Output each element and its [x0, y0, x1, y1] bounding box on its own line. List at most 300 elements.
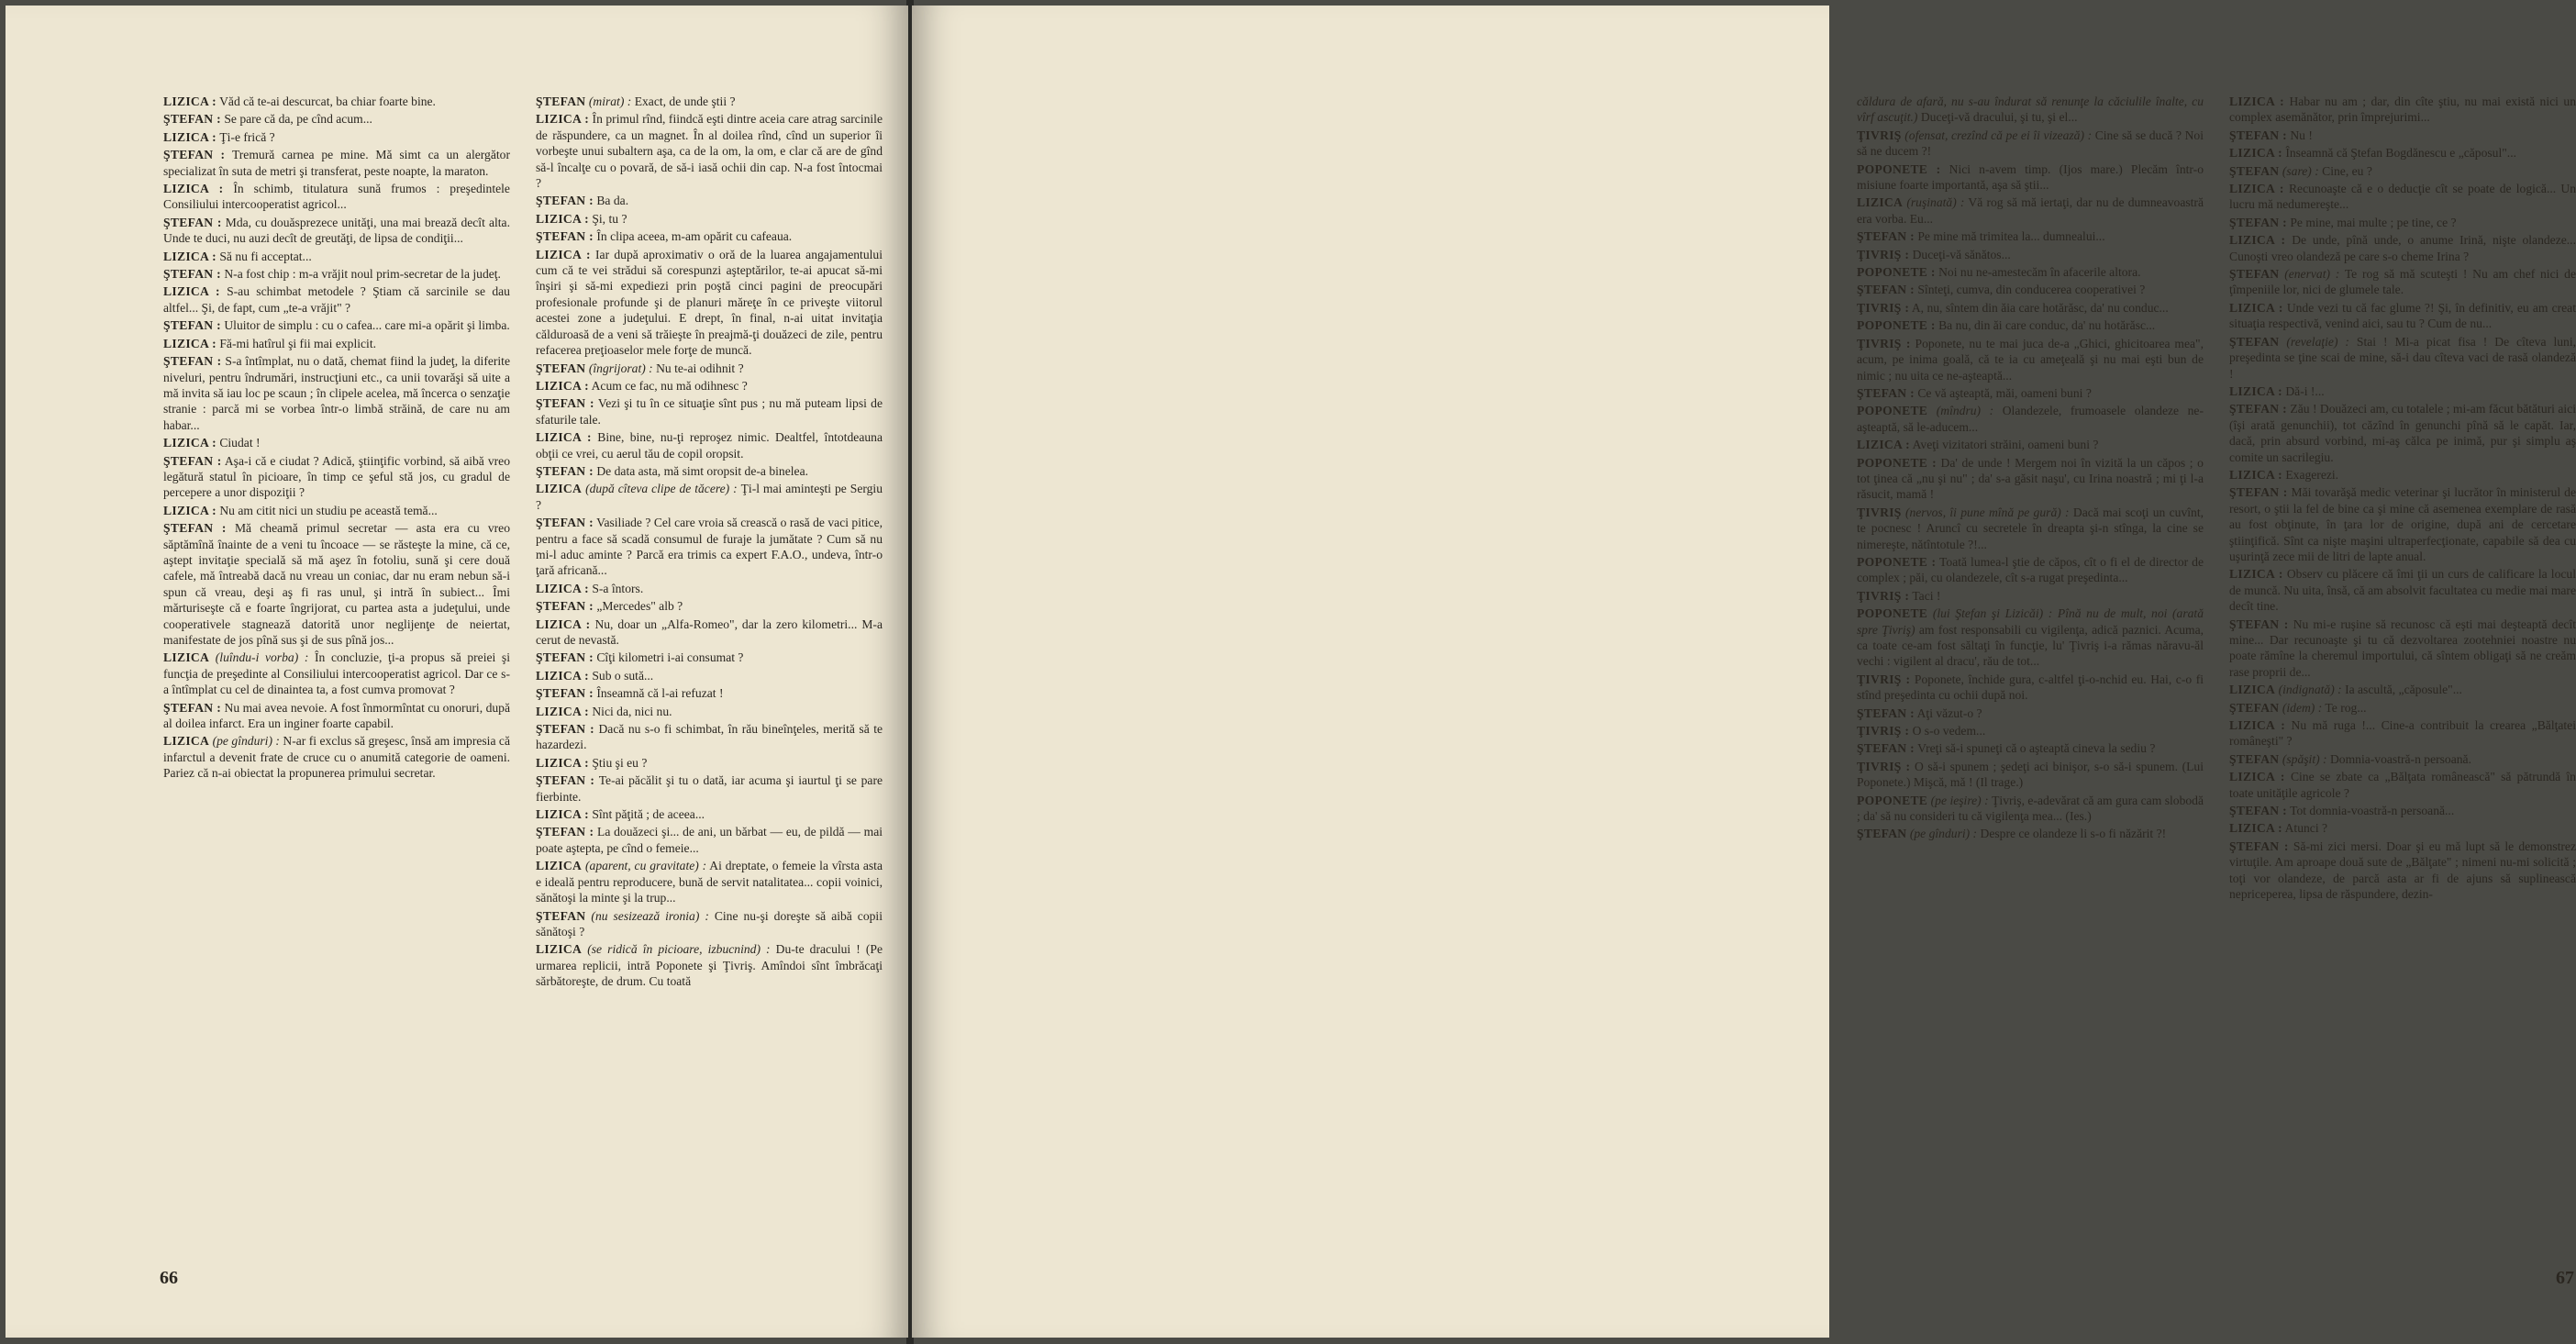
dialogue-line	[163, 503, 510, 518]
speaker-name: ŞTEFAN :	[2229, 616, 2289, 631]
dialogue-text: De data asta, mă simt oropsit de-a binelea.	[596, 463, 808, 478]
dialogue-line	[163, 453, 510, 501]
dialogue-line	[163, 94, 510, 109]
speaker-name: LIZICA :	[163, 284, 220, 299]
dialogue-line	[1857, 793, 2204, 825]
dialogue-text: Bine, bine, nu-ţi reproşez nimic. Dealtfel, întotdeauna obţii ce vrei, cu aerul tău de copil oropsit.	[536, 430, 883, 461]
speaker-name: ŞTEFAN :	[2229, 804, 2287, 818]
speaker-name: LIZICA :	[2229, 821, 2282, 836]
speaker-name: LIZICA :	[536, 112, 590, 127]
dialogue-line	[1857, 128, 2204, 160]
dialogue-text: Cine nu-şi doreşte să aibă copii sănătoşi ?	[536, 908, 883, 939]
dialogue-text: În clipa aceea, m-am opărit cu cafeaua.	[596, 229, 793, 244]
stage-direction: (nu sesizează ironia) :	[591, 908, 709, 923]
dialogue-text: Noi nu ne-amestecăm în afacerile altora.	[1938, 265, 2141, 280]
speaker-name: LIZICA :	[163, 129, 217, 144]
dialogue-line	[2229, 266, 2576, 298]
dialogue-text: Acum ce fac, nu mă odihnesc ?	[591, 378, 748, 393]
speaker-name: ŞTEFAN :	[163, 148, 226, 162]
dialogue-line	[1857, 455, 2204, 503]
dialogue-text: Văd că te-ai descurcat, ba chiar foarte bine.	[219, 94, 436, 108]
speaker-name: ŞTEFAN :	[536, 825, 594, 839]
dialogue-line	[163, 111, 510, 127]
dialogue-text: O s-o vedem...	[1912, 724, 1986, 739]
speaker-name: ŞTEFAN	[1857, 827, 1907, 841]
dialogue-text: Cîţi kilometri i-ai consumat ?	[596, 650, 744, 665]
left-page	[6, 6, 908, 1338]
dialogue-line	[536, 193, 883, 208]
dialogue-line	[163, 215, 510, 247]
dialogue-text: Ba nu, din ăi care conduc, da' nu hotărăsc...	[1938, 318, 2156, 333]
speaker-name: ŞTEFAN :	[536, 396, 594, 411]
speaker-name: LIZICA :	[536, 704, 589, 718]
dialogue-text: Ia ascultă, „căposule"...	[2345, 683, 2462, 697]
dialogue-line	[1857, 336, 2204, 383]
speaker-name: ŞTEFAN	[536, 94, 586, 108]
stage-direction: (pe ieşire) :	[1930, 793, 1989, 807]
dialogue-text: Nu mi-e ruşine să recunosc că eşti mai deşteaptă decît mine... Dar recunoaşte şi tu că dezvoltarea zootehniei noastre nu poate rămîne la cheremul importului, că sîntem obligaţi să ne creăm rase proprii de...	[2229, 616, 2576, 679]
stage-direction: (enervat) :	[2284, 267, 2340, 282]
speaker-name: LIZICA	[536, 942, 583, 957]
dialogue-line	[2229, 128, 2576, 143]
speaker-name: LIZICA	[163, 650, 210, 665]
dialogue-line	[163, 700, 510, 732]
dialogue-text: S-a întors.	[592, 581, 644, 595]
speaker-name: ŞTEFAN :	[2229, 128, 2287, 142]
speaker-name: ŢIVRIŞ :	[1857, 300, 1910, 315]
dialogue-line	[536, 515, 883, 579]
dialogue-line	[1857, 554, 2204, 586]
dialogue-text: Să nu fi acceptat...	[219, 249, 312, 263]
dialogue-text: S-a întîmplat, nu o dată, chemat fiind la judeţ, la diferite niveluri, pentru îndrumări, instrucţiuni etc., ca unii tovarăşi să uite a mă invita să iau loc pe scaun ; în clipele acelea, mă încerca o senzaţie stranie : parcă mi se vorbea într-o limbă străină, de care nu am habar...	[163, 354, 510, 432]
dialogue-text: Ţi-e frică ?	[219, 129, 275, 144]
dialogue-text: Domnia-voastră-n persoană.	[2329, 751, 2471, 766]
speaker-name: LIZICA :	[536, 430, 592, 445]
dialogue-line	[2229, 616, 2576, 681]
right-page	[912, 6, 2576, 1338]
speaker-name: ŞTEFAN :	[163, 318, 221, 333]
dialogue-text: Vreţi să-i spuneţi că o aşteaptă cineva la sediu ?	[1917, 741, 2156, 756]
dialogue-text: Dacă nu s-o fi schimbat, în rău bineînţeles, merită să te hazardezi.	[536, 722, 883, 752]
dialogue-line	[163, 353, 510, 433]
dialogue-text: Zău ! Douăzeci am, cu totalele ; mi-am făcut bătături aici (îşi arată genunchii), tot căzînd în genunchi pînă să le capăt. Iar, dacă, prin absurd vorbind, mi-aş călca pe inimă, pur şi simplu aş comite un sacrilegiu.	[2229, 402, 2576, 464]
stage-direction: (se ridică în picioare, izbucnind) :	[587, 942, 771, 957]
speaker-name: ŞTEFAN :	[2229, 485, 2288, 500]
speaker-name: ŞTEFAN	[2229, 267, 2280, 282]
dialogue-text: Tot domnia-voastră-n persoană...	[2290, 804, 2455, 818]
dialogue-text: Dacă mai scoţi un cuvînt, te pocnesc ! Aruncî cu secretele în dreapta şi-n stînga, la cine se nimereşte, nătîntotule ?!...	[1857, 505, 2204, 551]
dialogue-text: Sînt păţită ; de aceea...	[592, 807, 705, 822]
dialogue-line	[1857, 194, 2204, 227]
dialogue-line	[2229, 181, 2576, 213]
dialogue-text: Mă cheamă primul secretar — asta era cu vreo săptămînă înainte de a veni tu încoace — se răsteşte la mine, că ce, aştept invitaţie specială să mă aşez în fotoliu, sună şi cere două cafele, mă întreabă dacă nu vreau un coniac, dar nu eram nebun să-i spun că vreau, deşi aş fi ras unul, şi intră în subiect... Îmi mărturiseşte că e foarte îngrijorat, cu partea asta a judeţului, unde cooperativele stagnează datorită unor neglijenţe de neiertat, manifestate de jos pînă sus şi de sus pînă jos...	[163, 521, 510, 647]
speaker-name: ŞTEFAN	[2229, 334, 2280, 349]
speaker-name: LIZICA :	[1857, 438, 1910, 452]
speaker-name: LIZICA :	[2229, 383, 2282, 398]
dialogue-line	[1857, 759, 2204, 791]
dialogue-text: Observ cu plăcere că îmi ţii un curs de calificare la locul de muncă. Nu uita, însă, că am absolvit facultatea cu medie mai mare decît tine.	[2229, 567, 2576, 614]
dialogue-line	[2229, 145, 2576, 161]
dialogue-line	[163, 181, 510, 213]
speaker-name: ŞTEFAN :	[536, 463, 594, 478]
dialogue-text: Dă-i !...	[2285, 383, 2325, 398]
speaker-name: ŞTEFAN :	[1857, 741, 1915, 756]
dialogue-text: Cine să se ducă ? Noi să ne ducem ?!	[1857, 128, 2204, 159]
dialogue-line	[1857, 588, 2204, 604]
speaker-name: POPONETE	[1857, 606, 1928, 621]
speaker-name: LIZICA :	[536, 581, 589, 595]
stage-direction: (pe gînduri) :	[212, 734, 280, 749]
speaker-name: LIZICA	[163, 734, 210, 749]
speaker-name: POPONETE :	[1857, 554, 1937, 569]
dialogue-line	[1857, 161, 2204, 194]
dialogue-line	[1857, 723, 2204, 739]
speaker-name: LIZICA :	[163, 436, 217, 450]
dialogue-line	[163, 249, 510, 264]
stage-direction: (revelaţie) :	[2286, 334, 2349, 349]
dialogue-line	[163, 283, 510, 316]
dialogue-line	[2229, 300, 2576, 332]
dialogue-line	[2229, 717, 2576, 750]
dialogue-text: Sub o sută...	[592, 668, 654, 683]
dialogue-line	[1857, 505, 2204, 552]
speaker-name: ŞTEFAN :	[163, 267, 221, 282]
dialogue-text: Cine, eu ?	[2322, 163, 2372, 178]
dialogue-text: Exact, de unde ştii ?	[634, 94, 736, 108]
dialogue-line	[536, 111, 883, 191]
dialogue-line	[536, 378, 883, 394]
speaker-name: LIZICA :	[2229, 770, 2285, 784]
speaker-name: ŢIVRIŞ	[1857, 505, 1902, 519]
dialogue-line	[163, 266, 510, 282]
dialogue-text: Recunoaşte că e o deducţie cît se poate de logică... Un lucru mă nedumereşte...	[2229, 182, 2576, 212]
dialogue-line	[1857, 403, 2204, 435]
speaker-name: ŞTEFAN :	[536, 773, 595, 788]
speaker-name: LIZICA :	[536, 378, 589, 393]
speaker-name: ŞTEFAN :	[163, 453, 222, 468]
dialogue-text: Olandezele, frumoasele olandeze ne-aşteaptă, să le-aducem...	[1857, 404, 2204, 434]
speaker-name: ŢIVRIŞ :	[1857, 247, 1910, 261]
speaker-name: ŞTEFAN :	[536, 516, 594, 530]
dialogue-text: O să-i spunem ; şedeţi aci binişor, s-o să-i spunem. (Lui Poponete.) Mişcă, mă ! (Il trage.)	[1857, 759, 2204, 790]
speaker-name: LIZICA :	[163, 503, 217, 517]
speaker-name: ŞTEFAN :	[1857, 385, 1915, 400]
dialogue-text: S-au schimbat metodele ? Ştiam că sarcinile se dau altfel... Şi, de fapt, cum „te-a vrăjit" ?	[163, 284, 510, 315]
speaker-name: ŞTEFAN	[536, 361, 586, 375]
speaker-name: LIZICA	[2229, 683, 2276, 697]
dialogue-line	[536, 429, 883, 461]
stage-direction: (spăşit) :	[2282, 751, 2327, 766]
speaker-name: ŞTEFAN :	[163, 521, 227, 536]
speaker-name: LIZICA :	[163, 249, 217, 263]
speaker-name: LIZICA :	[536, 616, 591, 631]
dialogue-text: Pe mine mă trimitea la... dumnealui...	[1917, 229, 2105, 244]
dialogue-line	[163, 336, 510, 351]
dialogue-text: Sînteţi, cumva, din conducerea cooperativei ?	[1917, 283, 2146, 297]
speaker-name: ŢIVRIŞ :	[1857, 588, 1910, 603]
speaker-name: ŞTEFAN :	[536, 229, 594, 244]
speaker-name: ŢIVRIŞ :	[1857, 759, 1911, 773]
stage-direction: (ofensat, crezînd că pe ei îi vizează) :	[1904, 128, 2093, 142]
dialogue-line	[536, 772, 883, 805]
dialogue-text: Poponete, nu te mai juca de-a „Ghici, ghicitoarea mea", acum, pe inima goală, că te ia cu ameţeală şi nu mai eşti bun de nimic ; nu uita ce ne-aşteaptă...	[1857, 336, 2204, 383]
stage-direction: (îngrijorat) :	[588, 361, 653, 375]
speaker-name: LIZICA :	[2229, 567, 2283, 582]
dialogue-line	[163, 650, 510, 697]
dialogue-text: În schimb, titulatura sună frumos : preşedintele Consiliului intercooperatist agricol...	[163, 182, 510, 212]
dialogue-line	[536, 824, 883, 856]
dialogue-line	[163, 317, 510, 333]
stage-direction: (mirat) :	[588, 94, 632, 108]
speaker-name: LIZICA :	[2229, 146, 2282, 161]
dialogue-line	[2229, 820, 2576, 836]
dialogue-line	[536, 668, 883, 683]
speaker-name: ŞTEFAN :	[536, 599, 594, 614]
dialogue-text: N-ar fi exclus să greşesc, însă am impresia că infarctul a devenit frate de cruce cu o anumită categorie de oameni. Pariez că n-ai obiectat la propunerea primului secretar.	[163, 734, 511, 781]
speaker-name: LIZICA :	[2229, 467, 2282, 482]
dialogue-line	[536, 247, 883, 359]
dialogue-text: Aşa-i că e ciudat ? Adică, ştiinţific vorbind, să aibă vreo legătură statul în picioare, în timp ce şeful stă jos, cu gradul de percepere a unor dispoziţii ?	[163, 453, 510, 500]
speaker-name: LIZICA :	[163, 336, 217, 350]
page-number-left: 66	[160, 1268, 178, 1288]
stage-direction: (pe gînduri) :	[1909, 827, 1978, 841]
speaker-name: ŢIVRIŞ :	[1857, 672, 1911, 686]
dialogue-text: Vasiliade ? Cel care vroia să crească o rasă de vaci pitice, pentru a face să scadă consumul de furaje la jumătate ? Cum să nu mi-l aduc aminte ? Parcă era trimis ca expert F.A.O., undeva, într-o ţară africană...	[536, 516, 883, 578]
speaker-name: LIZICA :	[163, 182, 224, 196]
dialogue-text: Nu, doar un „Alfa-Romeo", dar la zero kilometri... M-a cerut de nevastă.	[536, 616, 883, 647]
speaker-name: LIZICA :	[2229, 718, 2286, 733]
dialogue-text: Vă rog să mă iertaţi, dar nu de dumneavoastră era vorba. Eu...	[1857, 195, 2204, 226]
dialogue-line	[1857, 826, 2204, 841]
stage-direction: (nervos, îi pune mînă pe gură) :	[1904, 505, 2070, 519]
speaker-name: POPONETE :	[1857, 161, 1941, 176]
dialogue-line	[1857, 605, 2204, 670]
dialogue-line	[536, 704, 883, 719]
dialogue-text: Aveţi vizitatori străini, oameni buni ?	[1912, 438, 2099, 452]
page-number-right: 67	[2556, 1268, 2574, 1288]
speaker-name: LIZICA :	[2229, 233, 2286, 248]
dialogue-line	[2229, 566, 2576, 614]
dialogue-line	[2229, 700, 2576, 716]
stage-direction: (aparent, cu gravitate) :	[585, 859, 707, 873]
dialogue-text: Măi tovarăşă medic veterinar şi lucrător în ministerul de resort, o ştii la fel de bine ca şi mine că asemenea exemplare de rasă au fost obţinute, în ţara lor de origine, după ani de cercetare ştiinţifică. Sînt ca nişte maşini ultraperfecţionate, capabile să dea cu uşurinţă zece mii de litri de lapte anual.	[2229, 485, 2576, 563]
dialogue-text: Unde vezi tu că fac glume ?! Şi, în definitiv, eu am creat situaţia respectivă, venind aici, sau tu ? Cum de nu...	[2229, 300, 2576, 331]
text-column-2	[536, 94, 883, 1231]
dialogue-line	[2229, 334, 2576, 382]
dialogue-line	[536, 598, 883, 614]
speaker-name: ŞTEFAN :	[536, 194, 594, 208]
dialogue-text: Ţivriş, e-adevărat că am gura cam slobodă ; da' să nu consideri tu că vigilenţa mea... (Ies.)	[1857, 793, 2204, 824]
speaker-name: LIZICA	[1857, 195, 1904, 210]
speaker-name: ŢIVRIŞ :	[1857, 336, 1911, 350]
dialogue-text: Fă-mi hatîrul şi fii mai explicit.	[219, 336, 376, 350]
dialogue-line	[1857, 300, 2204, 316]
dialogue-text: Toată lumea-l ştie de căpos, cît o fi el de director de complex ; păi, cu olandezele, cît s-a rugat preşedinta...	[1857, 554, 2204, 585]
dialogue-line	[536, 650, 883, 665]
speaker-name: LIZICA :	[163, 94, 217, 108]
dialogue-text: În primul rînd, fiindcă eşti dintre aceia care atrag sarcinile de răspundere, ca un magnet. În al doilea rînd, cînd un superior îi vorbeşte unui subaltern aşa, ca de la om, la om, e clar că are de gînd să-l încalţe cu o povară, de să-i iasă ochii din cap. N-a fost întocmai ?	[536, 112, 883, 191]
dialogue-line	[2229, 401, 2576, 465]
speaker-name: POPONETE	[1857, 404, 1928, 418]
speaker-name: ŞTEFAN :	[163, 215, 222, 229]
stage-direction: (mîndru) :	[1936, 404, 1994, 418]
dialogue-line	[2229, 383, 2576, 399]
speaker-name: ŞTEFAN	[2229, 700, 2280, 715]
speaker-name: ŞTEFAN	[536, 908, 586, 923]
dialogue-text: De unde, pînă unde, o anume Irină, nişte olandeze... Cunoşti vreo olandeză pe care s-o cheme Irina ?	[2229, 233, 2576, 263]
dialogue-text: Pe mine, mai multe ; pe tine, ce ?	[2290, 215, 2457, 229]
speaker-name: LIZICA :	[536, 247, 591, 261]
speaker-name: ŞTEFAN :	[1857, 229, 1915, 244]
speaker-name: ŞTEFAN :	[1857, 705, 1915, 720]
speaker-name: LIZICA :	[536, 807, 589, 822]
dialogue-line	[163, 129, 510, 145]
stage-direction: (ruşinată) :	[1906, 195, 1965, 210]
speaker-name: LIZICA	[536, 859, 583, 873]
dialogue-text: Cine se zbate ca „Bălţata românească" să pătrundă în toate unităţile agricole ?	[2229, 770, 2576, 800]
speaker-name: LIZICA	[536, 482, 583, 496]
dialogue-text: Nici n-avem timp. (Ijos mare.) Plecăm într-o misiune foarte importantă, aşa să ştii...	[1857, 161, 2204, 193]
dialogue-line	[2229, 682, 2576, 697]
stage-direction: (idem) :	[2282, 700, 2323, 715]
dialogue-line	[536, 361, 883, 376]
dialogue-line	[536, 941, 883, 989]
dialogue-line	[163, 147, 510, 179]
dialogue-line	[536, 228, 883, 244]
speaker-name: ŞTEFAN :	[2229, 839, 2289, 853]
dialogue-line	[1857, 385, 2204, 401]
dialogue-text: Poponete, închide gura, c-altfel ţi-o-nchid eu. Hai, c-o fi stînd preşedinta cu ochii după noi.	[1857, 672, 2204, 703]
dialogue-line	[536, 721, 883, 753]
dialogue-line	[2229, 839, 2576, 903]
dialogue-text: Da' de unde ! Mergem noi în vizită la un căpos ; o tot ţinea că „nu şi nu" ; da' s-a găsit naşu', cu Irina noastră ; mi ţi l-a răsucit, mamă !	[1857, 455, 2204, 502]
dialogue-line	[2229, 163, 2576, 179]
dialogue-line	[2229, 467, 2576, 483]
speaker-name: ŞTEFAN :	[536, 650, 594, 665]
dialogue-line	[536, 481, 883, 513]
dialogue-text: am fost responsabili cu vigilenţa, adică paznici. Acuma, ca toate ce-am fost săltaţi în funcţie, lu' Ţivriş i-a rămas năravu-ăl vechi : vigilent al dracu', rău de tot...	[1857, 622, 2204, 669]
dialogue-line	[1857, 282, 2204, 297]
dialogue-text: Duceţi-vă dracului, şi tu, şi el...	[1920, 110, 2078, 125]
dialogue-line	[163, 733, 510, 781]
speaker-name: ŞTEFAN	[2229, 751, 2280, 766]
dialogue-text: Uluitor de simplu : cu o cafea... care mi-a opărit şi limba.	[224, 318, 510, 333]
speaker-name: ŢIVRIŞ	[1857, 128, 1902, 142]
dialogue-text: Aţi văzut-o ?	[1916, 705, 1982, 720]
dialogue-line	[163, 520, 510, 648]
dialogue-line	[2229, 751, 2576, 767]
text-column-1	[163, 94, 510, 1231]
dialogue-text: Şi, tu ?	[592, 211, 627, 226]
speaker-name: ŞTEFAN :	[2229, 402, 2287, 417]
dialogue-line	[1857, 317, 2204, 333]
text-column-3	[1857, 94, 2204, 1231]
dialogue-line	[536, 94, 883, 109]
speaker-name: LIZICA :	[536, 668, 589, 683]
dialogue-text: Du-te dracului ! (Pe urmarea replicii, intră Poponete şi Ţivriş. Amîndoi sînt îmbrăcaţi sărbătoreşte, de drum. Cu toată	[536, 942, 883, 989]
dialogue-text: Înseamnă că l-ai refuzat !	[596, 686, 724, 701]
speaker-name: ŞTEFAN :	[536, 686, 594, 701]
dialogue-text: Te-ai păcălit şi tu o dată, iar acuma şi iaurtul ţi se pare fierbinte.	[536, 773, 883, 804]
text-column-4	[2229, 94, 2576, 1231]
dialogue-line	[2229, 232, 2576, 264]
dialogue-line	[1857, 94, 2204, 126]
dialogue-text: Nu mă ruga !... Cine-a contribuit la crearea „Bălţatei româneşti" ?	[2229, 718, 2576, 749]
speaker-name: LIZICA :	[2229, 300, 2283, 315]
speaker-name: LIZICA :	[2229, 182, 2284, 196]
dialogue-text: Ciudat !	[219, 436, 261, 450]
dialogue-text: Te rog să mă scuteşti ! Nu am chef nici de ţîmpeniile lor, nici de glumele tale.	[2229, 267, 2576, 297]
dialogue-text: Iar după aproximativ o oră de la luarea angajamentului cum că te vei strădui să corespunzi aşteptărilor, te-ai apucat să-mi înşiri şi să-mi expediezi prin poştă cinci pagini de preocupări profesionale profunde şi de planuri măreţe în ce priveşte viitorul acestei zone a judeţului. E drept, în final, n-ai uitat invitaţia călduroasă de a veni să trăieşte în preajmă-ţi douăzeci de zile, pentru refacerea preţioaselor mele forţe de muncă.	[536, 247, 883, 358]
speaker-name: ŞTEFAN :	[163, 700, 222, 715]
dialogue-text: „Mercedes" alb ?	[596, 599, 683, 614]
dialogue-line	[1857, 247, 2204, 262]
dialogue-line	[536, 806, 883, 822]
dialogue-text: N-a fost chip : m-a vrăjit noul prim-secretar de la judeţ.	[224, 267, 501, 282]
dialogue-text: Habar nu am ; dar, din cîte ştiu, nu mai există nici un complex asemănător, prin împrejurimi...	[2229, 94, 2576, 125]
speaker-name: ŞTEFAN :	[2229, 215, 2287, 229]
dialogue-text: Tremură carnea pe mine. Mă simt ca un alergător specializat în suta de metri şi transferat, peste noapte, la maraton.	[163, 148, 510, 178]
dialogue-text: La douăzeci şi... de ani, un bărbat — eu, de pildă — mai poate aştepta, pe cînd o femeie...	[536, 825, 883, 855]
dialogue-line	[2229, 769, 2576, 801]
dialogue-text: Nu !	[2290, 128, 2313, 142]
stage-direction: (sare) :	[2282, 163, 2319, 178]
speaker-name: POPONETE	[1857, 793, 1928, 807]
dialogue-text: Despre ce olandeze li s-o fi năzărit ?!	[1980, 827, 2167, 841]
dialogue-text: A, nu, sîntem din ăia care hotărăsc, da' nu conduc...	[1911, 300, 2169, 315]
speaker-name: LIZICA :	[536, 755, 589, 770]
speaker-name: ŞTEFAN :	[1857, 283, 1915, 297]
dialogue-text: Înseamnă că Ştefan Bogdănescu e „căposul"...	[2285, 146, 2516, 161]
stage-direction: (după cîteva clipe de tăcere) :	[585, 482, 738, 496]
dialogue-line	[2229, 94, 2576, 126]
dialogue-text: Exagerezi.	[2285, 467, 2339, 482]
dialogue-line	[536, 908, 883, 940]
dialogue-text: Vezi şi tu în ce situaţie sînt pus ; nu mă puteam lipsi de sfaturile tale.	[536, 396, 883, 427]
dialogue-text: Se pare că da, pe cînd acum...	[224, 112, 372, 127]
dialogue-text: Atunci ?	[2284, 821, 2328, 836]
stage-direction: (luîndu-i vorba) :	[215, 650, 309, 665]
dialogue-text: Taci !	[1912, 588, 1941, 603]
dialogue-line	[2229, 484, 2576, 564]
dialogue-line	[536, 581, 883, 596]
speaker-name: ŞTEFAN :	[536, 722, 595, 737]
dialogue-line	[1857, 264, 2204, 280]
dialogue-line	[1857, 437, 2204, 452]
dialogue-line	[1857, 740, 2204, 756]
dialogue-text: Nu mai avea nevoie. A fost înmormîntat cu onoruri, după al doilea infarct. Era un inginer foarte capabil.	[163, 700, 510, 731]
stage-direction: căldura de afară, nu s-au îndurat să renunţe la căciulile înalte, cu vîrf ascuţit.)	[1857, 94, 2204, 125]
dialogue-text: Ai dreptate, o femeie la vîrsta asta e ideală pentru reproducere, bună de servit natalitatea... copii voinici, sănătoşi la minte şi la trup...	[536, 859, 883, 905]
speaker-name: ŞTEFAN	[2229, 163, 2280, 178]
speaker-name: LIZICA :	[2229, 94, 2284, 108]
dialogue-text: Să-mi zici mersi. Doar şi eu mă lupt să le demonstrez virtuţile. Am aproape două sute de „Bălţate" ; nimeni nu-mi solicită ; toţi vor olandeze, de parcă asta ar fi de ajuns să suplinească nepriceperea, lipsa de răspundere, dezin-	[2229, 839, 2576, 902]
stage-direction: (indignată) :	[2278, 683, 2342, 697]
dialogue-text: În concluzie, ţi-a propus să preiei şi funcţia de preşedinte al Consiliului intercooperatist agricol. Dar ce s-a întîmplat cu cel de dinaintea ta, a fost cumva promovat ?	[163, 650, 510, 697]
dialogue-text: Te rog...	[2325, 700, 2367, 715]
dialogue-text: Ba da.	[596, 194, 629, 208]
dialogue-text: Duceţi-vă sănătos...	[1912, 247, 2011, 261]
dialogue-text: Stai ! Mi-a picat fisa ! De cîteva luni, preşedinta se ţine scai de mine, să-i dau cîteva vaci de rasă olandeză !	[2229, 334, 2576, 381]
dialogue-line	[1857, 705, 2204, 721]
speaker-name: LIZICA :	[536, 211, 589, 226]
dialogue-line	[2229, 803, 2576, 818]
stage-direction: (lui Ştefan şi Lizicăi) : Pînă nu de mult, noi (arată spre Ţivriş)	[1857, 606, 2204, 637]
speaker-name: ŞTEFAN :	[163, 112, 221, 127]
dialogue-text: Ce vă aşteaptă, măi, oameni buni ?	[1917, 385, 2092, 400]
speaker-name: ŢIVRIŞ :	[1857, 724, 1910, 739]
dialogue-line	[536, 755, 883, 771]
